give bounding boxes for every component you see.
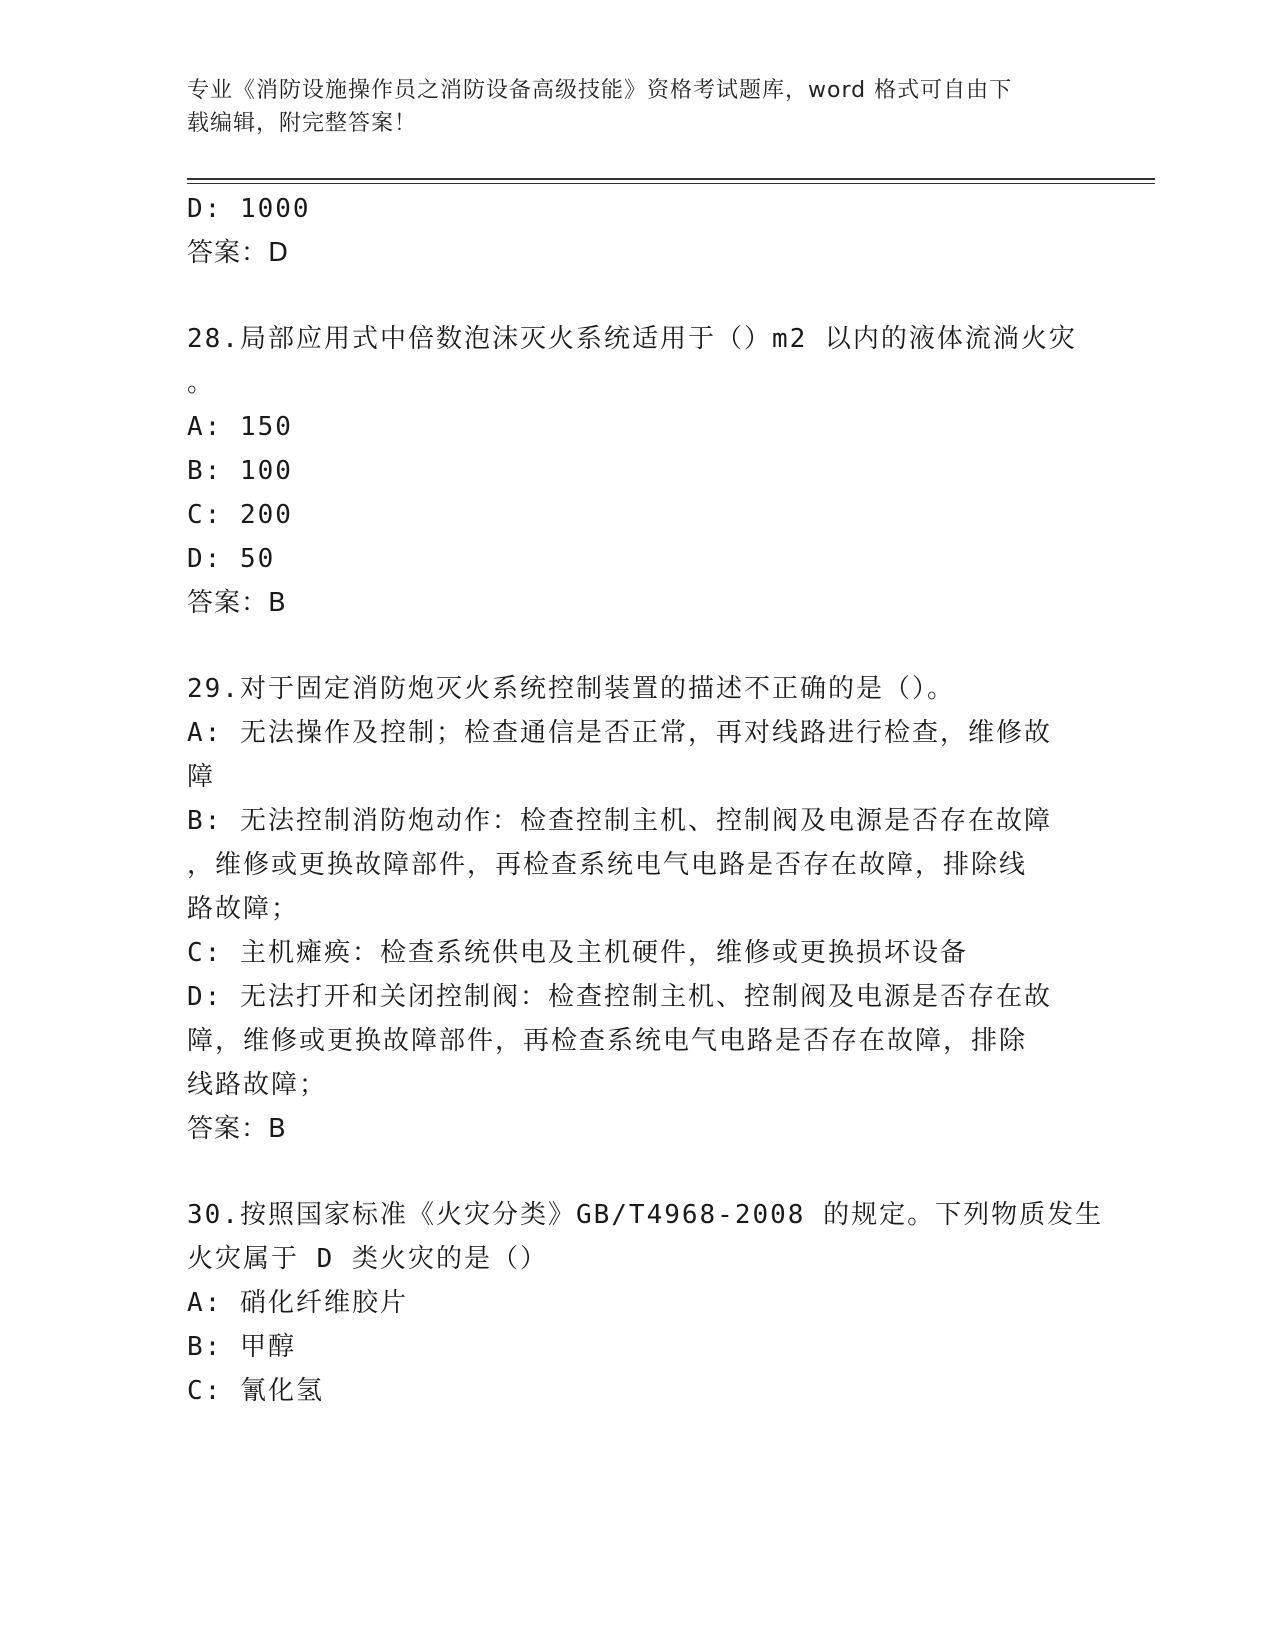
question-line: 28.局部应用式中倍数泡沫灭火系统适用于（）m2 以内的液体流淌火灾 — [187, 324, 1077, 354]
option-line: D: 50 — [187, 544, 276, 574]
option-line: 障，维修或更换故障部件，再检查系统电气电路是否存在故障，排除 — [187, 1026, 1028, 1056]
option-line: ，维修或更换故障部件，再检查系统电气电路是否存在故障，排除线 — [187, 850, 1028, 880]
option-line: 线路故障； — [187, 1070, 328, 1100]
answer-line: 答案：D — [187, 238, 290, 268]
option-line: B: 甲醇 — [187, 1332, 296, 1362]
answer-line: 答案：B — [187, 588, 287, 618]
answer-line: 答案：B — [187, 1114, 287, 1144]
option-line: C: 氰化氢 — [187, 1376, 324, 1406]
option-line: A: 无法操作及控制；检查通信是否正常，再对线路进行检查，维修故 — [187, 718, 1052, 748]
document-header — [187, 74, 1067, 140]
header-rule-thin — [187, 183, 1155, 184]
option-line: 障 — [187, 762, 216, 792]
option-line: A: 硝化纤维胶片 — [187, 1288, 408, 1318]
question-line: 火灾属于 D 类火灾的是（） — [187, 1244, 548, 1274]
option-line: A: 150 — [187, 412, 293, 442]
option-line: C: 主机瘫痪：检查系统供电及主机硬件，维修或更换损坏设备 — [187, 938, 968, 968]
option-line: D: 1000 — [187, 194, 311, 224]
option-line: B: 100 — [187, 456, 293, 486]
option-line: D: 无法打开和关闭控制阀：检查控制主机、控制阀及电源是否存在故 — [187, 982, 1052, 1012]
header-line-1: 专业《消防设施操作员之消防设备高级技能》资格考试题库，word 格式可自由下 — [187, 78, 1013, 103]
option-line: C: 200 — [187, 500, 293, 530]
header-line-2: 载编辑，附完整答案！ — [187, 111, 418, 136]
header-rule-thick — [187, 178, 1155, 180]
question-line: 30.按照国家标准《火灾分类》GB/T4968-2008 的规定。下列物质发生 — [187, 1200, 1104, 1230]
question-line: 29.对于固定消防炮灭火系统控制装置的描述不正确的是（）。 — [187, 674, 955, 704]
option-line: 路故障； — [187, 894, 300, 924]
question-line: 。 — [187, 368, 216, 398]
option-line: B: 无法控制消防炮动作：检查控制主机、控制阀及电源是否存在故障 — [187, 806, 1052, 836]
